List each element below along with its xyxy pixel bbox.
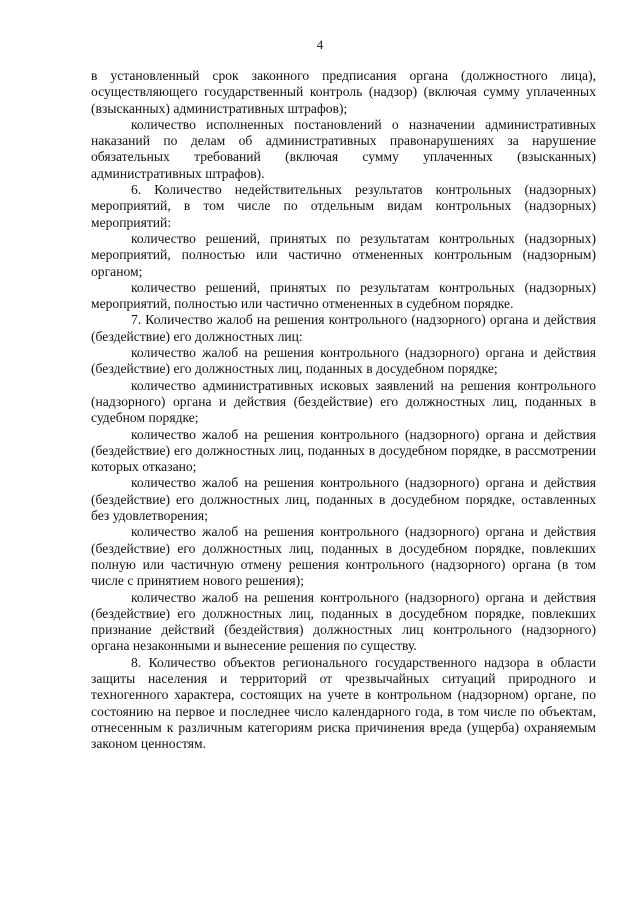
document-body <box>91 68 596 752</box>
page-number: 4 <box>316 37 324 52</box>
paragraph: количество административных исковых заявлений на решения контрольного (надзорного) органа и действия (бездействие) его должностных лиц, поданных в судебном порядке; <box>91 377 596 426</box>
paragraph-section-8: 8. Количество объектов регионального государственного надзора в области защиты населения и территорий от чрезвычайных ситуаций природного и техногенного характера, состоящих на учете в контрольном (надзорном) органе, по состоянию на первое и последнее число календарного года, в том числе по объектам, отнесенным к различным категориям риска причинения вреда (ущерба) охраняемым законом ценностям. <box>91 654 596 752</box>
paragraph: в установленный срок законного предписания органа (должностного лица), осуществляющего государственный контроль (надзор) (включая сумму уплаченных (взысканных) административных штрафов); <box>91 68 596 116</box>
paragraph: количество решений, принятых по результатам контрольных (надзорных) мероприятий, полностью или частично отмененных контрольным (надзорным) органом; <box>91 230 596 279</box>
paragraph-section-7: 7. Количество жалоб на решения контрольного (надзорного) органа и действия (бездействие) его должностных лиц: <box>91 312 596 344</box>
paragraph-section-6: 6. Количество недействительных результатов контрольных (надзорных) мероприятий, в том числе по отдельным видам контрольных (надзорных) мероприятий: <box>91 182 596 230</box>
paragraph: количество жалоб на решения контрольного (надзорного) органа и действия (бездействие) его должностных лиц, поданных в досудебном порядке, повлекших признание действий (бездействия) должностных лиц контрольного (надзорного) органа незаконными и вынесение решения по существу. <box>91 589 596 654</box>
paragraph: количество жалоб на решения контрольного (надзорного) органа и действия (бездействие) его должностных лиц, поданных в досудебном порядке, оставленных без удовлетворения; <box>91 475 596 524</box>
paragraph: количество жалоб на решения контрольного (надзорного) органа и действия (бездействие) его должностных лиц, поданных в досудебном порядке; <box>91 345 596 377</box>
paragraph: количество решений, принятых по результатам контрольных (надзорных) мероприятий, полностью или частично отмененных в судебном порядке. <box>91 279 596 312</box>
paragraph: количество жалоб на решения контрольного (надзорного) органа и действия (бездействие) его должностных лиц, поданных в досудебном порядке, повлекших полную или частичную отмену решения контрольного (надзорного) органа (в том числе с принятием нового решения); <box>91 524 596 589</box>
paragraph: количество исполненных постановлений о назначении административных наказаний по делам об административных правонарушениях за нарушение обязательных требований (включая сумму уплаченных (взысканных) административных штрафов). <box>91 116 596 181</box>
paragraph: количество жалоб на решения контрольного (надзорного) органа и действия (бездействие) его должностных лиц, поданных в досудебном порядке, в рассмотрении которых отказано; <box>91 426 596 475</box>
